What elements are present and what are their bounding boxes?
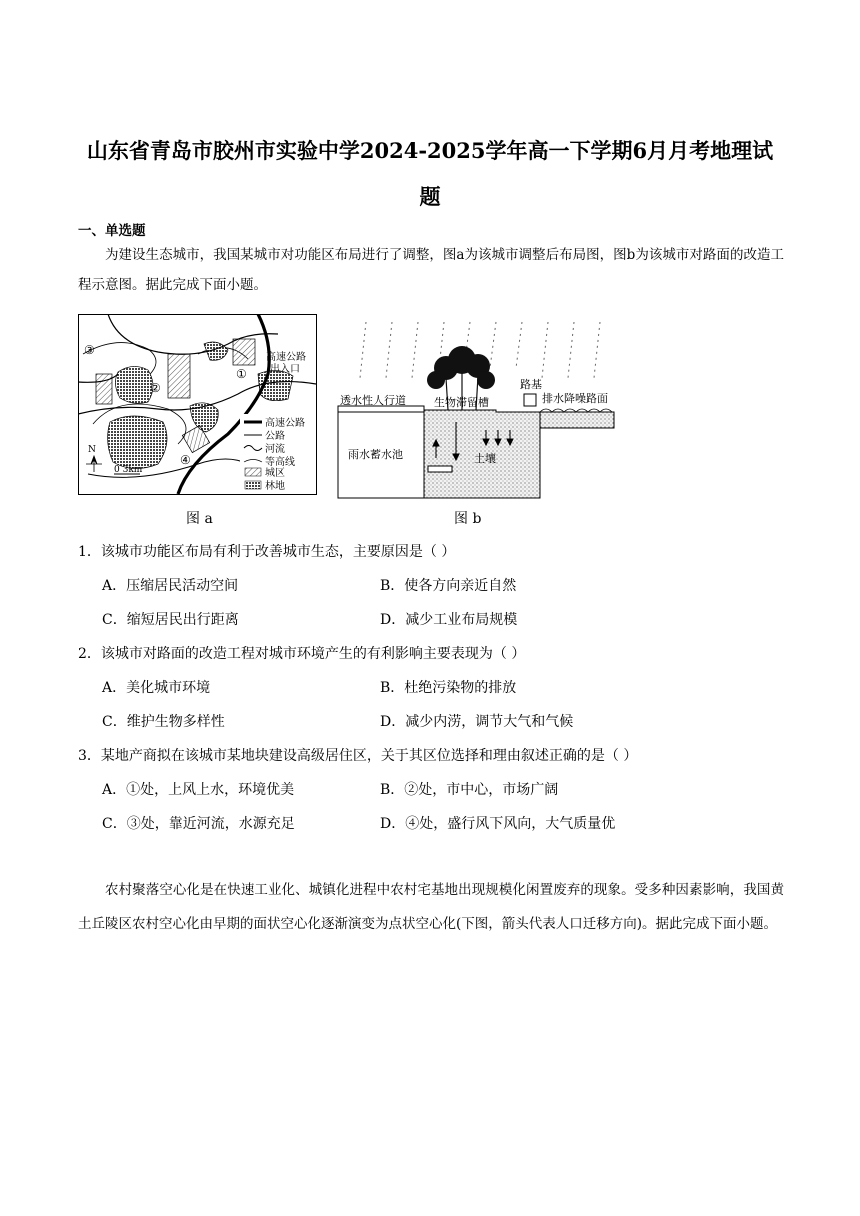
label-walkway: 透水性人行道: [340, 394, 406, 407]
marker-4: ④: [180, 453, 191, 467]
label-pool: 雨水蓄水池: [348, 448, 403, 461]
legend-contour: 等高线: [265, 457, 295, 468]
intro-paragraph-1: 为建设生态城市，我国某城市对功能区布局进行了调整，图a为该城市调整后布局图，图b为该城市对路面的改造工程示意图。据此完成下面小题。: [78, 247, 784, 293]
section-heading: 一、单选题: [78, 223, 146, 239]
page-title: [60, 128, 800, 220]
city-block: [233, 339, 255, 365]
title-line-1: 山东省青岛市胶州市实验中学2024-2025学年高一下学期6月月考地理试: [86, 138, 774, 163]
label-biotrough: 生物滞留槽: [434, 396, 489, 409]
label-soil: 土壤: [474, 452, 496, 465]
figure-b-caption: 图 b: [454, 511, 482, 527]
question-1-option-a[interactable]: A．压缩居民活动空间: [102, 578, 239, 594]
question-3-stem: 3．某地产商拟在该城市某地块建设高级居住区，关于其区位选择和理由叙述正确的是（ ）: [78, 748, 638, 764]
marker-3: ③: [84, 343, 95, 357]
label-roadbase: 路基: [520, 378, 542, 391]
label-road: 排水降噪路面: [542, 392, 608, 405]
highway-exit-label-2: 出入口: [270, 364, 300, 375]
legend-road: 公路: [265, 431, 285, 442]
question-3-option-a[interactable]: A．①处，上风上水，环境优美: [102, 782, 295, 798]
figure-b-diagram: [336, 318, 616, 500]
forest-patch: [108, 416, 167, 469]
city-block: [168, 354, 190, 398]
legend-city: 城区: [265, 468, 285, 479]
legend-forest: 林地: [265, 481, 285, 492]
question-3-option-b[interactable]: B．②处，市中心，市场广阔: [380, 782, 559, 798]
question-1-option-b[interactable]: B．使各方向亲近自然: [380, 578, 517, 594]
question-1-option-c[interactable]: C．缩短居民出行距离: [102, 612, 239, 628]
question-1-option-d[interactable]: D．减少工业布局规模: [380, 612, 518, 628]
legend-highway: 高速公路: [265, 418, 305, 429]
question-2-option-a[interactable]: A．美化城市环境: [102, 680, 211, 696]
north-label: N: [88, 445, 96, 455]
marker-1: ①: [236, 367, 247, 381]
figure-a-map: [78, 314, 318, 496]
forest-patch: [115, 366, 153, 403]
question-2-stem: 2．该城市对路面的改造工程对城市环境产生的有利影响主要表现为（ ）: [78, 646, 526, 662]
scale-label: 0 3km: [114, 465, 143, 475]
legend-river: 河流: [265, 444, 285, 455]
highway-exit-label: 高速公路: [266, 352, 306, 363]
title-line-2: 题: [419, 184, 441, 209]
question-3-option-d[interactable]: D．④处，盛行风下风向，大气质量优: [380, 816, 616, 832]
marker-2: ②: [150, 381, 161, 395]
intro-paragraph-2: 农村聚落空心化是在快速工业化、城镇化进程中农村宅基地出现规模化闲置废弃的现象。受多种因素影响，我国黄土丘陵区农村空心化由早期的面状空心化逐渐演变为点状空心化(下图，箭头代表人口迁移方向)。据此完成下面小题。: [78, 882, 784, 932]
figure-a-caption: 图 a: [186, 511, 213, 527]
question-3-option-c[interactable]: C．③处，靠近河流，水源充足: [102, 816, 295, 832]
question-2-option-d[interactable]: D．减少内涝，调节大气和气候: [380, 714, 574, 730]
city-block: [96, 374, 112, 404]
question-2-option-c[interactable]: C．维护生物多样性: [102, 714, 225, 730]
question-2-option-b[interactable]: B．杜绝污染物的排放: [380, 680, 517, 696]
question-1-stem: 1．该城市功能区布局有利于改善城市生态，主要原因是（ ）: [78, 544, 456, 560]
